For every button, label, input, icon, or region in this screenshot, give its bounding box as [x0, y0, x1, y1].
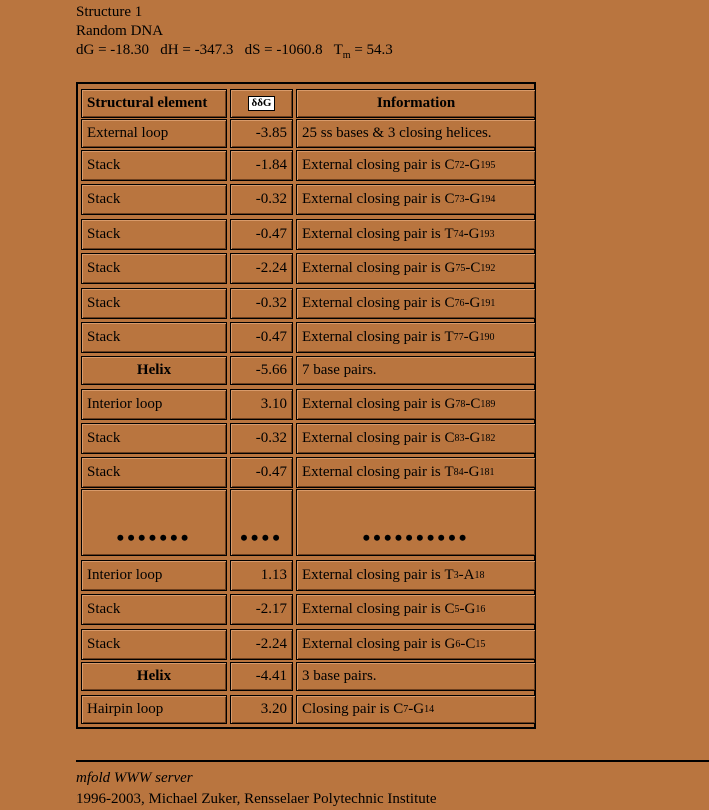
base-2: G: [468, 226, 480, 242]
structural-element-cell: Stack: [81, 288, 227, 319]
structural-element-cell: Stack: [81, 457, 227, 488]
structural-element-cell: Stack: [81, 629, 227, 660]
molecule-name: Random DNA: [76, 23, 164, 39]
ddg-cell: -2.24: [230, 253, 293, 284]
base-2: C: [470, 260, 481, 276]
structural-element-cell: Hairpin loop: [81, 695, 227, 724]
pair-prefix: External closing pair is: [302, 295, 445, 311]
dh-value: dH = -347.3: [160, 42, 234, 58]
base-1: G: [444, 260, 456, 276]
ddg-cell: -0.32: [230, 288, 293, 319]
structural-element-cell: Interior loop: [81, 389, 227, 420]
base-1: T: [444, 226, 454, 242]
base-1: C: [444, 157, 455, 173]
pair-prefix: External closing pair is: [302, 567, 445, 583]
ddg-cell: -2.24: [230, 629, 293, 660]
base-1: C: [393, 701, 404, 717]
base-2: G: [468, 464, 480, 480]
information-cell: External closing pair is G 6 - C 15: [296, 629, 536, 660]
structure-header: [76, 3, 393, 65]
ddg-cell: -3.85: [230, 119, 293, 148]
structural-element-cell: Stack: [81, 423, 227, 454]
ddg-cell: -0.32: [230, 184, 293, 215]
base-2: G: [469, 430, 481, 446]
ddg-cell: -5.66: [230, 356, 293, 385]
ddg-cell: -2.17: [230, 594, 293, 625]
ddg-cell: -0.47: [230, 457, 293, 488]
base-2: G: [464, 601, 476, 617]
base-1: G: [444, 636, 456, 652]
pair-prefix: External closing pair is: [302, 601, 445, 617]
base-1: T: [444, 329, 454, 345]
structural-element-cell: Stack: [81, 594, 227, 625]
information-cell: External closing pair is G 75 - C 192: [296, 253, 536, 284]
structural-element-cell: Helix: [81, 662, 227, 691]
information-cell: External closing pair is C 72 - G 195: [296, 150, 536, 181]
base-1: C: [444, 430, 455, 446]
structural-element-cell: Interior loop: [81, 560, 227, 591]
ddg-cell: -0.32: [230, 423, 293, 454]
pair-prefix: External closing pair is: [302, 329, 445, 345]
footer: [76, 768, 437, 810]
base-2: G: [468, 329, 480, 345]
footer-divider: [76, 760, 709, 762]
tm-subscript: m: [342, 50, 351, 61]
structural-element-cell: External loop: [81, 119, 227, 148]
ddg-cell: -4.41: [230, 662, 293, 691]
ddg-cell: 1.13: [230, 560, 293, 591]
base-2: G: [469, 295, 481, 311]
base-1: T: [444, 464, 454, 480]
pair-prefix: External closing pair is: [302, 157, 445, 173]
information-cell: External closing pair is C 73 - G 194: [296, 184, 536, 215]
ddg-badge: δδG: [248, 96, 276, 111]
information-cell: ••••••••••: [296, 489, 536, 556]
base-2: A: [463, 567, 475, 583]
base-2: G: [469, 157, 481, 173]
pair-prefix: External closing pair is: [302, 226, 445, 242]
information-cell: 25 ss bases & 3 closing helices.: [296, 119, 536, 148]
server-name: mfold WWW server: [76, 770, 193, 786]
base-2: G: [413, 701, 425, 717]
ddg-cell: -1.84: [230, 150, 293, 181]
structural-element-cell: Stack: [81, 150, 227, 181]
pair-prefix: External closing pair is: [302, 260, 445, 276]
structural-element-cell: Stack: [81, 219, 227, 250]
structural-element-cell: Helix: [81, 356, 227, 385]
ddg-cell: ••••: [230, 489, 293, 556]
dg-value: dG = -18.30: [76, 42, 150, 58]
structural-element-cell: Stack: [81, 253, 227, 284]
information-cell: External closing pair is C 83 - G 182: [296, 423, 536, 454]
information-cell: External closing pair is T 77 - G 190: [296, 322, 536, 353]
information-cell: 7 base pairs.: [296, 356, 536, 385]
information-cell: External closing pair is T 3 - A 18: [296, 560, 536, 591]
base-1: C: [444, 191, 455, 207]
pair-prefix: External closing pair is: [302, 430, 445, 446]
base-2: G: [469, 191, 481, 207]
information-cell: External closing pair is T 74 - G 193: [296, 219, 536, 250]
ds-value: dS = -1060.8: [244, 42, 323, 58]
header-ddg: [230, 89, 293, 118]
credit-line: 1996-2003, Michael Zuker, Rensselaer Polytechnic Institute: [76, 791, 437, 807]
thermo-summary: [76, 41, 393, 65]
base-2: C: [465, 636, 476, 652]
information-cell: External closing pair is T 84 - G 181: [296, 457, 536, 488]
base-1: C: [444, 601, 455, 617]
base-2: C: [470, 396, 481, 412]
base-1: C: [444, 295, 455, 311]
tm-label: T: [333, 42, 343, 58]
pair-prefix: Closing pair is: [302, 701, 394, 717]
structure-title: Structure 1: [76, 4, 143, 20]
structural-element-cell: Stack: [81, 184, 227, 215]
ddg-cell: 3.20: [230, 695, 293, 724]
information-cell: External closing pair is G 78 - C 189: [296, 389, 536, 420]
structural-element-cell: Stack: [81, 322, 227, 353]
structural-element-cell: •••••••: [81, 489, 227, 556]
base-1: T: [444, 567, 454, 583]
information-cell: External closing pair is C 5 - G 16: [296, 594, 536, 625]
information-cell: External closing pair is C 76 - G 191: [296, 288, 536, 319]
energy-table: [76, 82, 536, 729]
information-cell: 3 base pairs.: [296, 662, 536, 691]
information-cell: Closing pair is C 7 - G 14: [296, 695, 536, 724]
pair-prefix: External closing pair is: [302, 396, 445, 412]
base-1: G: [444, 396, 456, 412]
ddg-cell: -0.47: [230, 219, 293, 250]
tm-value: = 54.3: [350, 42, 393, 58]
pair-prefix: External closing pair is: [302, 191, 445, 207]
header-structural-element: Structural element: [81, 89, 227, 118]
header-information: Information: [296, 89, 536, 118]
ddg-cell: 3.10: [230, 389, 293, 420]
pair-prefix: External closing pair is: [302, 464, 445, 480]
ddg-cell: -0.47: [230, 322, 293, 353]
pair-prefix: External closing pair is: [302, 636, 445, 652]
